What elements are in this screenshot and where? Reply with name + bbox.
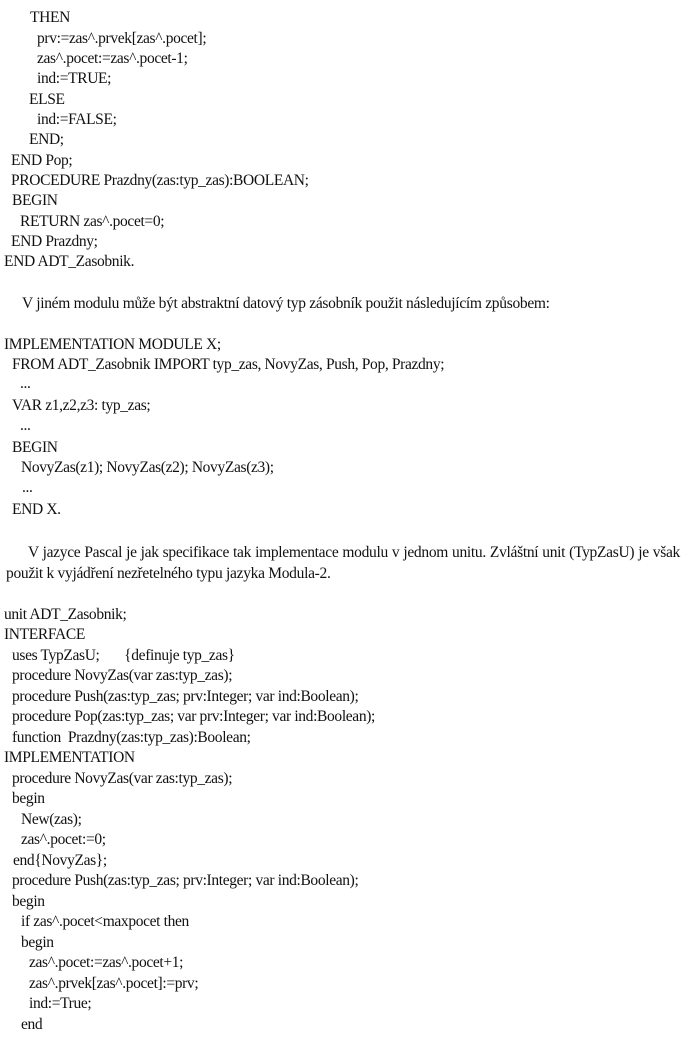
code-line: procedure Push(zas:typ_zas; prv:Integer; var ind:Boolean); [12, 688, 359, 705]
code-line: IMPLEMENTATION [4, 749, 135, 766]
code-line: zas^.prvek[zas^.pocet]:=prv; [29, 975, 199, 992]
code-line: end [21, 1016, 43, 1033]
code-line: ind:=TRUE; [37, 70, 112, 87]
code-line: PROCEDURE Prazdny(zas:typ_zas):BOOLEAN; [11, 172, 309, 189]
code-line: BEGIN [12, 439, 58, 456]
code-line: RETURN zas^.pocet=0; [20, 213, 165, 230]
code-line: END ADT_Zasobnik. [4, 253, 135, 270]
paragraph-pascal-unit: V jazyce Pascal je jak specifikace tak implementace modulu v jednom unitu. Zvláštní unit (TypZasU) je však použit k vyjádření nezřetelného typu jazyka Modula-2. [6, 544, 680, 582]
code-line: ind:=FALSE; [37, 111, 117, 128]
code-line: procedure Pop(zas:typ_zas; var prv:Integer; var ind:Boolean); [12, 708, 376, 725]
code-line: zas^.pocet:=zas^.pocet+1; [29, 954, 184, 971]
code-line: begin [12, 893, 45, 910]
code-line: procedure Push(zas:typ_zas; prv:Integer; var ind:Boolean); [12, 872, 359, 889]
code-line: ind:=True; [29, 995, 92, 1012]
code-line: END Prazdny; [11, 233, 98, 250]
code-line: ... [22, 479, 33, 496]
code-line: uses TypZasU; {definuje typ_zas} [12, 647, 235, 664]
code-line: ... [20, 417, 31, 434]
code-line: begin [21, 934, 54, 951]
code-line: end{NovyZas}; [13, 852, 107, 869]
paragraph-usage-intro: V jiném modulu může být abstraktní datový typ zásobník použit následujícím způsobem: [22, 295, 550, 312]
code-line: prv:=zas^.prvek[zas^.pocet]; [37, 30, 207, 47]
code-line: unit ADT_Zasobnik; [4, 606, 127, 623]
code-line: IMPLEMENTATION MODULE X; [4, 336, 221, 353]
code-line: ELSE [29, 91, 65, 108]
code-line: END; [29, 131, 64, 148]
code-line: procedure NovyZas(var zas:typ_zas); [12, 770, 233, 787]
code-line: END X. [12, 501, 61, 518]
code-line: ... [20, 375, 31, 392]
code-line: END Pop; [11, 152, 73, 169]
code-line: zas^.pocet:=zas^.pocet-1; [37, 50, 188, 67]
code-line: procedure NovyZas(var zas:typ_zas); [12, 667, 233, 684]
code-line: New(zas); [21, 811, 82, 828]
code-line: if zas^.pocet<maxpocet then [21, 913, 189, 930]
code-line: THEN [30, 9, 70, 26]
code-line: begin [12, 790, 45, 807]
code-line: NovyZas(z1); NovyZas(z2); NovyZas(z3); [21, 459, 274, 476]
code-line: INTERFACE [4, 626, 85, 643]
code-line: FROM ADT_Zasobnik IMPORT typ_zas, NovyZas, Push, Pop, Prazdny; [12, 356, 445, 373]
code-line: function Prazdny(zas:typ_zas):Boolean; [12, 729, 251, 746]
code-line: VAR z1,z2,z3: typ_zas; [12, 397, 151, 414]
code-line: BEGIN [12, 192, 58, 209]
code-line: zas^.pocet:=0; [21, 831, 106, 848]
